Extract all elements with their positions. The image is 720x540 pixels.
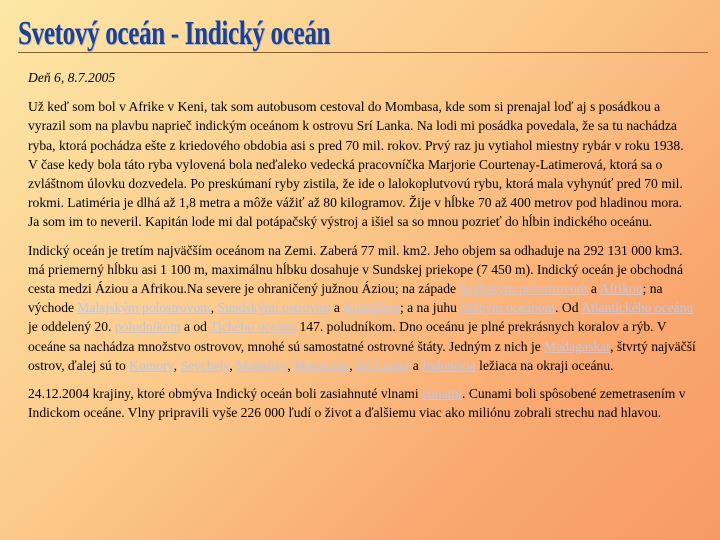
- text: Indický oceán je tretím najväčším oceánom na Zemi. Zaberá 77 mil. km2. Jeho objem sa odhaduje na 292 131 000 km3. má priemerný hĺbku asi 1 100 m, maximálnu hĺbku dosahuje v Sundskej priekope (7 450 m). Indický oceán je obchodná cesta medzi Áziou a Afrikou.Na severe je ohraničený južnou Áziou; na západe: [28, 242, 684, 297]
- text: a: [409, 357, 423, 373]
- text: . Od: [555, 300, 582, 316]
- text: ; a na juhu: [399, 300, 461, 316]
- text: a od: [180, 319, 211, 335]
- text: ,: [173, 357, 181, 373]
- text: ; na východe: [28, 281, 663, 316]
- text: ,: [349, 357, 357, 373]
- link-malay-peninsula[interactable]: Malajským polostrovom: [77, 300, 211, 316]
- link-pacific-ocean[interactable]: Tichého oceánu: [210, 319, 297, 335]
- link-sri-lanka[interactable]: Srí Lanka: [356, 357, 410, 373]
- text: . Cunami boli spôsobené zemetrasením v Indickom oceáne. Vlny pripravili vyše 226 000 ľudí o život a ďalšiemu viac ako miliónu zobrali strechu nad hlavou.: [28, 386, 686, 421]
- link-maldives[interactable]: Maledivy: [236, 357, 288, 373]
- text: a: [587, 281, 600, 297]
- text: ležiaca na okraji oceánu.: [475, 357, 614, 373]
- link-australia[interactable]: Austráliou: [342, 300, 400, 316]
- link-madagascar[interactable]: Madagaskar: [544, 338, 611, 354]
- text: ,: [210, 300, 218, 316]
- link-meridian[interactable]: poludníkom: [114, 319, 181, 335]
- entry-date: Deň 6, 8.7.2005: [28, 70, 116, 85]
- paragraph-ocean-facts: [28, 241, 696, 375]
- text: 147. poludníkom. Dno oceánu je plné prekrásnych koralov a rýb. V oceáne sa nachádza množstvo ostrovov, mnohé sú samostatné ostrovné štáty. Jedným z nich je: [28, 319, 667, 354]
- paragraph-tsunami: [28, 384, 696, 422]
- text: a: [330, 300, 343, 316]
- link-sunda-islands[interactable]: Sundskými ostrovmi: [217, 300, 331, 316]
- article-body: [28, 68, 696, 431]
- link-seychelles[interactable]: Seychely: [180, 357, 230, 373]
- text: ,: [229, 357, 237, 373]
- link-arabian-peninsula[interactable]: Arabským polostrovom: [458, 281, 588, 297]
- link-southern-ocean[interactable]: Južným oceánom: [460, 300, 556, 316]
- text: 24.12.2004 krajiny, ktoré obmýva Indický oceán boli zasiahnuté vlnami: [28, 386, 422, 402]
- link-comoros[interactable]: Komory: [129, 357, 174, 373]
- page-title: Svetový oceán - Indický oceán: [18, 15, 331, 52]
- link-mauritius[interactable]: Maurícius: [294, 357, 350, 373]
- link-tsunami[interactable]: cunami: [422, 386, 463, 402]
- text: je oddelený 20.: [28, 319, 115, 335]
- link-indonesia[interactable]: Indonézia: [422, 357, 476, 373]
- link-atlantic-ocean[interactable]: Atlantického oceánu: [581, 300, 694, 316]
- paragraph-latimeria: Už keď som bol v Afrike v Keni, tak som autobusom cestoval do Mombasa, kde som si prenajal loď aj s posádkou a vyrazil som na plavbu naprieč indickým oceánom k ostrovu Srí Lanka. Na lodi mi posádka povedala, že sa tu nachádza ryba, ktorá pochádza ešte z kriedového obdobia asi s pred 70 mil. rokov. Prvý raz ju vytiahol miestny rybár v roku 1938. V čase kedy bola táto ryba vylovená bola neďaleko vedecká pracovníčka Marjorie Courtenay-Latimerová, ktorá sa o zvláštnom úlovku dozvedela. Po preskúmaní ryby zistila, že ide o lalokoplutvovú rybu, ktorá mala vyhynúť pred 70 mil. rokmi. Latiméria je dlhá až 1,8 metra a môže vážiť až 80 kilogramov. Žije v hĺbke 70 až 400 metrov pod hladinou mora. Ja som im to neveril. Kapitán lode mi dal potápačský výstroj a išiel sa so mnou pozrieť do hĺbin indického oceánu.: [28, 99, 684, 230]
- title-divider: [18, 52, 708, 53]
- link-africa[interactable]: Afrikou: [599, 281, 643, 297]
- text: , štvrtý najväčší ostrov, ďalej sú to: [28, 338, 696, 373]
- text: ,: [287, 357, 295, 373]
